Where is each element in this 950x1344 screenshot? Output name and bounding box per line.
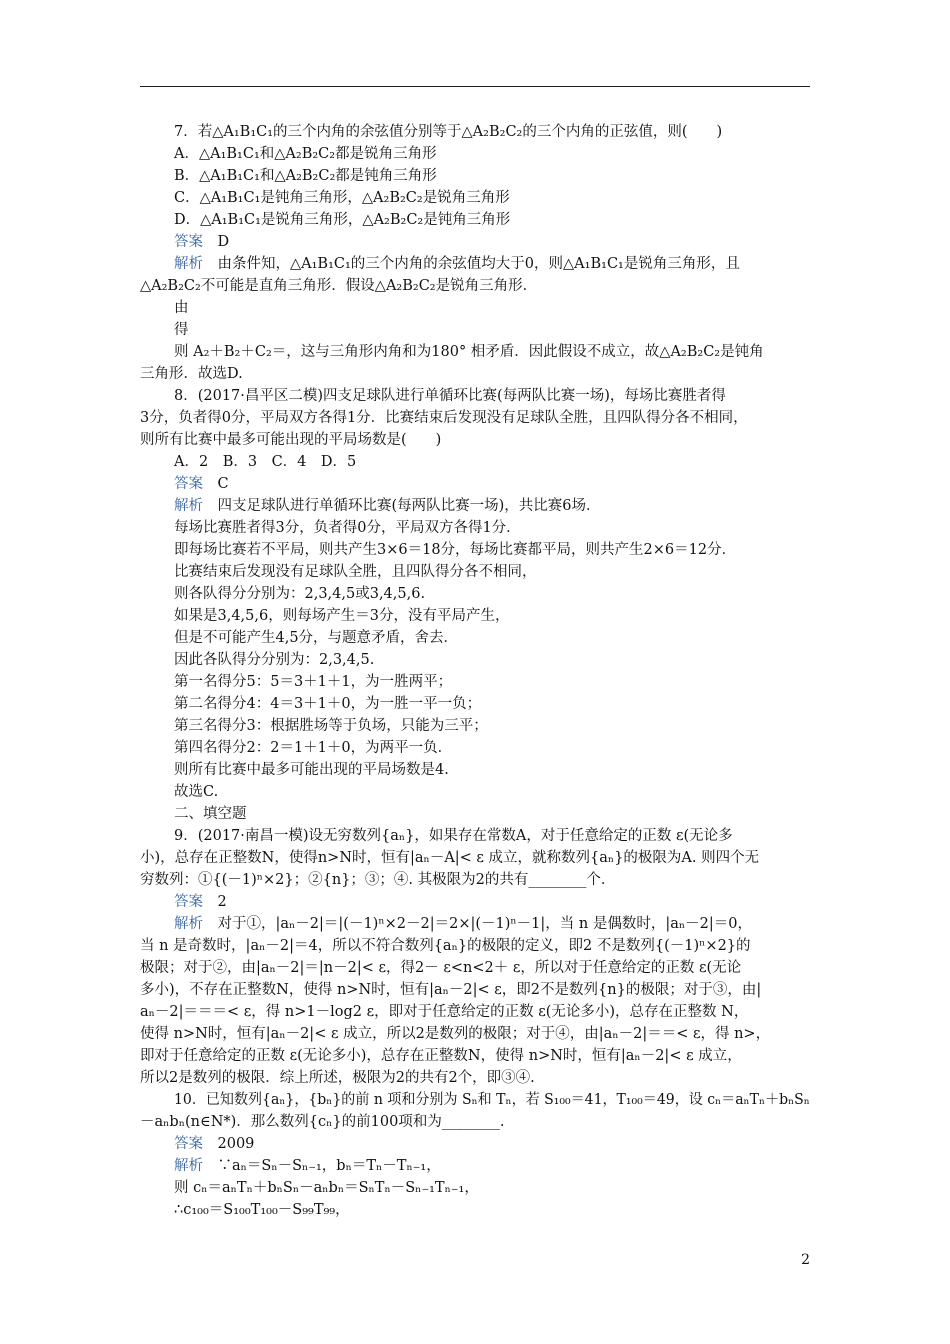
q9-stem: 小)，总存在正整数N，使得n>N时，恒有|aₙ－A|< ε 成立，就称数列{aₙ}的极限为A. 则四个无 xyxy=(140,850,760,866)
text-line: 每场比赛胜者得3分，负者得0分，平局双方各得1分． xyxy=(174,520,521,536)
answer-label: 答案 xyxy=(174,234,203,250)
section-heading: 二、填空题 xyxy=(174,806,247,822)
text-line: 则所有比赛中最多可能出现的平局场数是4. xyxy=(174,762,449,778)
q8-analysis-line xyxy=(174,496,601,516)
q7-analysis-line xyxy=(174,254,740,274)
q8-answer-line xyxy=(174,474,229,494)
q8-stem: 8．(2017·昌平区二模)四支足球队进行单循环比赛(每两队比赛一场)，每场比赛胜者得 xyxy=(174,388,726,404)
text-line: 如果是3,4,5,6，则每场产生＝3分，没有平局产生， xyxy=(174,608,510,624)
text-line: aₙ－2|＝＝＝< ε，得 n>1－log2 ε，即对于任意给定的正数 ε(无论多小)，总存在正整数 N， xyxy=(140,1004,749,1020)
text-line: 第四名得分2：2＝1＋1＋0，为两平一负． xyxy=(174,740,453,756)
text-line: 但是不可能产生4,5分，与题意矛盾，舍去． xyxy=(174,630,459,646)
text-line: 故选C. xyxy=(174,784,219,800)
analysis-text: 四支足球队进行单循环比赛(每两队比赛一场)，共比赛6场． xyxy=(203,498,601,514)
text-line: ∴c₁₀₀＝S₁₀₀T₁₀₀－S₉₉T₉₉， xyxy=(174,1202,350,1218)
text-line: 第二名得分4：4＝3＋1＋0，为一胜一平一负； xyxy=(174,696,482,712)
text-line: 则 cₙ＝aₙTₙ＋bₙSₙ－aₙbₙ＝SₙTₙ－Sₙ₋₁Tₙ₋₁， xyxy=(174,1180,479,1196)
text-line: 所以2是数列的极限．综上所述，极限为2的共有2个，即③④. xyxy=(140,1070,535,1086)
analysis-text: 由条件知，△A₁B₁C₁的三个内角的余弦值均大于0，则△A₁B₁C₁是锐角三角形，且 xyxy=(203,256,740,272)
text-line: 由 xyxy=(174,300,189,316)
analysis-text: 对于①，|aₙ－2|＝|(－1)ⁿ×2－2|＝2×|(－1)ⁿ－1|，当 n 是偶数时，|aₙ－2|＝0， xyxy=(203,916,752,932)
answer-label: 答案 xyxy=(174,894,203,910)
q8-stem: 则所有比赛中最多可能出现的平局场数是( ) xyxy=(140,432,442,448)
text-line: 使得 n>N时，恒有|aₙ－2|< ε 成立，所以2是数列的极限；对于④，由|aₙ－2|＝＝< ε，得 n>， xyxy=(140,1026,771,1042)
text-line: △A₂B₂C₂不可能是直角三角形．假设△A₂B₂C₂是锐角三角形． xyxy=(140,278,538,294)
page-number: 2 xyxy=(801,1252,810,1268)
text-line: 则各队得分分别为：2,3,4,5或3,4,5,6. xyxy=(174,586,426,602)
q9-analysis-line xyxy=(174,914,752,934)
analysis-label: 解析 xyxy=(174,1158,203,1174)
q7-option-c: C．△A₁B₁C₁是钝角三角形，△A₂B₂C₂是锐角三角形 xyxy=(174,190,510,206)
q7-option-a: A．△A₁B₁C₁和△A₂B₂C₂都是锐角三角形 xyxy=(174,146,437,162)
q10-answer-line xyxy=(174,1134,254,1154)
q9-stem: 穷数列：①{(－1)ⁿ×2}；②{n}；③；④. 其极限为2的共有________个． xyxy=(140,872,616,888)
text-line: 多小)，不存在正整数N，使得 n>N时，恒有|aₙ－2|< ε，即2不是数列{n}的极限；对于③，由| xyxy=(140,982,762,998)
text-line: 第三名得分3：根据胜场等于负场，只能为三平； xyxy=(174,718,488,734)
text-line: 因此各队得分分别为：2,3,4,5. xyxy=(174,652,375,668)
answer-label: 答案 xyxy=(174,1136,203,1152)
answer-value: 2 xyxy=(217,894,227,910)
header-rule xyxy=(140,86,810,87)
q7-answer-line xyxy=(174,232,229,252)
text-line: 第一名得分5：5＝3＋1＋1，为一胜两平； xyxy=(174,674,453,690)
q9-stem: 9．(2017·南昌一模)设无穷数列{aₙ}，如果存在常数A，对于任意给定的正数 ε(无论多 xyxy=(174,828,733,844)
q10-stem: 10．已知数列{aₙ}，{bₙ}的前 n 项和分别为 Sₙ和 Tₙ，若 S₁₀₀＝41，T₁₀₀＝49，设 cₙ＝aₙTₙ＋bₙSₙ xyxy=(174,1092,810,1108)
text-line: 比赛结束后发现没有足球队全胜，且四队得分各不相同， xyxy=(174,564,537,580)
q10-stem: －aₙbₙ(n∈N*)．那么数列{cₙ}的前100项和为________. xyxy=(140,1114,505,1130)
answer-value: D xyxy=(217,234,230,250)
analysis-label: 解析 xyxy=(174,916,203,932)
answer-value: C xyxy=(217,476,229,492)
text-line: 极限；对于②，由|aₙ－2|＝|n－2|< ε，得2－ ε<n<2＋ ε，所以对于任意给定的正数 ε(无论 xyxy=(140,960,742,976)
answer-label: 答案 xyxy=(174,476,203,492)
q10-analysis-line xyxy=(174,1156,441,1176)
q8-options: A．2 B．3 C．4 D．5 xyxy=(174,454,357,470)
text-line: 当 n 是奇数时，|aₙ－2|＝4，所以不符合数列{aₙ}的极限的定义，即2 不是数列{(－1)ⁿ×2}的 xyxy=(140,938,751,954)
text-line: 三角形．故选D. xyxy=(140,366,243,382)
answer-value: 2009 xyxy=(217,1136,255,1152)
q8-stem: 3分，负者得0分，平局双方各得1分．比赛结束后发现没有足球队全胜，且四队得分各不相同， xyxy=(140,410,748,426)
text-line: 即每场比赛若不平局，则共产生3×6＝18分，每场比赛都平局，则共产生2×6＝12分． xyxy=(174,542,737,558)
q7-option-d: D．△A₁B₁C₁是锐角三角形，△A₂B₂C₂是钝角三角形 xyxy=(174,212,511,228)
analysis-label: 解析 xyxy=(174,498,203,514)
q9-answer-line xyxy=(174,892,227,912)
analysis-label: 解析 xyxy=(174,256,203,272)
q7-stem: 7．若△A₁B₁C₁的三个内角的余弦值分别等于△A₂B₂C₂的三个内角的正弦值，则( ) xyxy=(174,124,723,140)
analysis-text: ∵aₙ＝Sₙ－Sₙ₋₁，bₙ＝Tₙ－Tₙ₋₁， xyxy=(203,1158,441,1174)
text-line: 则 A₂＋B₂＋C₂＝，这与三角形内角和为180° 相矛盾．因此假设不成立，故△A₂B₂C₂是钝角 xyxy=(174,344,764,360)
text-line: 得 xyxy=(174,322,189,338)
text-line: 即对于任意给定的正数 ε(无论多小)，总存在正整数N，使得 n>N时，恒有|aₙ－2|< ε 成立， xyxy=(140,1048,742,1064)
q7-option-b: B．△A₁B₁C₁和△A₂B₂C₂都是钝角三角形 xyxy=(174,168,437,184)
